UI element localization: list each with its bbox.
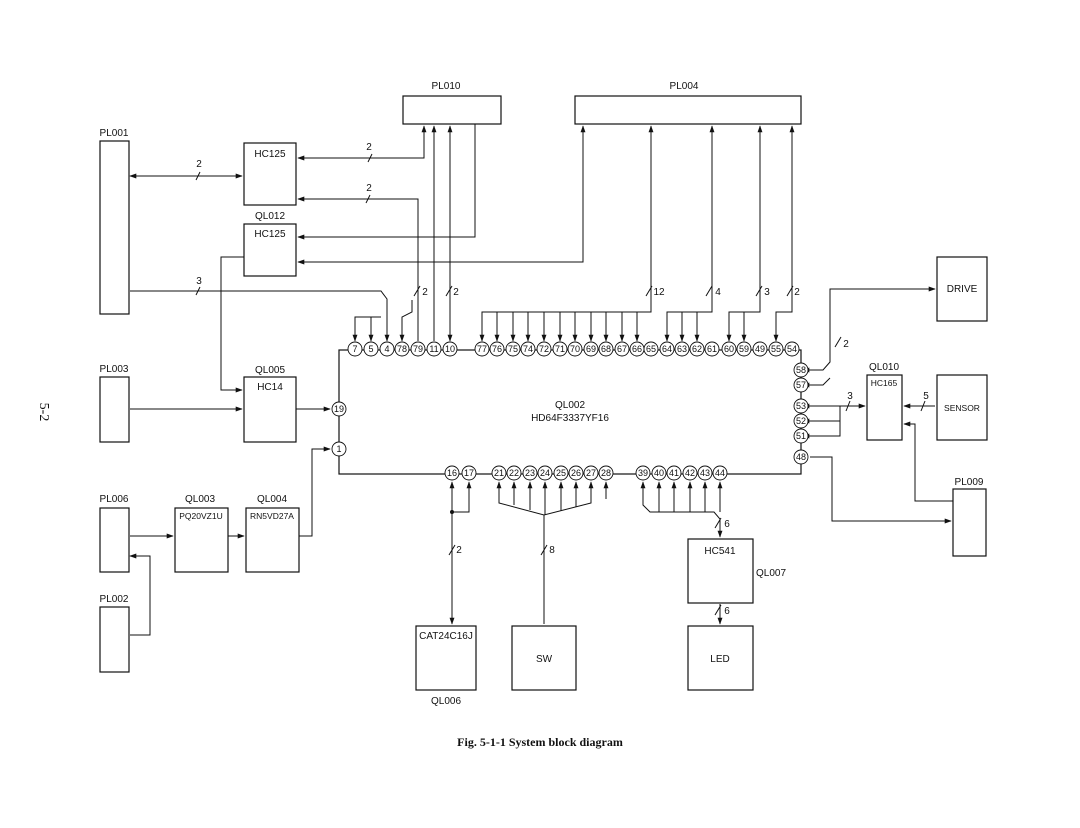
pin-number: 52 — [795, 416, 807, 427]
pin-number: 5 — [368, 344, 374, 355]
pin-number: 24 — [539, 468, 551, 479]
pin-number: 68 — [600, 344, 612, 355]
pin-number: 43 — [699, 468, 711, 479]
pin-number: 26 — [570, 468, 582, 479]
bus-width-label: 3 — [764, 287, 770, 298]
ql007-label: QL007 — [756, 568, 787, 579]
regulator-part: PQ20VZ1U — [179, 511, 223, 521]
pin-number: 39 — [637, 468, 649, 479]
pin-number: 55 — [770, 344, 782, 355]
pin-number: 76 — [491, 344, 503, 355]
hc125-bottom-label: HC125 — [254, 229, 286, 240]
pin-number: 40 — [653, 468, 665, 479]
pin-number: 65 — [645, 344, 657, 355]
pin-number: 60 — [723, 344, 735, 355]
led-label: LED — [710, 654, 730, 665]
pin-number: 27 — [585, 468, 597, 479]
pin-number: 58 — [795, 365, 807, 376]
pin-number: 74 — [522, 344, 534, 355]
pin-number: 79 — [412, 344, 424, 355]
pin-number: 77 — [476, 344, 488, 355]
bus-width-label: 2 — [422, 287, 428, 298]
reset-part: RN5VD27A — [250, 511, 294, 521]
pl010-label: PL010 — [431, 81, 461, 92]
pin-number: 16 — [446, 468, 458, 479]
pin-number: 75 — [507, 344, 519, 355]
pl003-label: PL003 — [99, 364, 129, 375]
pin-number: 21 — [493, 468, 505, 479]
bus-width-label: 4 — [715, 287, 721, 298]
sw-label: SW — [535, 654, 553, 665]
pin-number: 48 — [795, 452, 807, 463]
bus-width-label: 8 — [549, 545, 555, 556]
hc125-top-label: HC125 — [254, 149, 286, 160]
pin-number: 69 — [585, 344, 597, 355]
bus-width-label: 2 — [196, 159, 202, 170]
pin-number: 63 — [676, 344, 688, 355]
pin-number: 19 — [333, 404, 345, 415]
ql006-label: QL006 — [430, 696, 462, 707]
pin-number: 28 — [600, 468, 612, 479]
page-number: 5-2 — [36, 402, 51, 422]
ql012-label: QL012 — [254, 211, 286, 222]
pl004-connector — [575, 96, 801, 124]
hc14-label: HC14 — [257, 382, 283, 393]
pin-number: 25 — [555, 468, 567, 479]
pin-number: 44 — [714, 468, 726, 479]
pl006-connector — [100, 508, 129, 572]
hc541-label: HC541 — [704, 546, 736, 557]
pin-number: 51 — [795, 431, 807, 442]
figure-caption: Fig. 5-1-1 System block diagram — [457, 735, 623, 749]
pin-number: 42 — [684, 468, 696, 479]
pins-top — [348, 342, 799, 356]
pin-number: 49 — [754, 344, 766, 355]
ql005-label: QL005 — [254, 365, 286, 376]
pin-number: 4 — [384, 344, 390, 355]
pin-number: 11 — [429, 344, 439, 355]
bus-width-label: 2 — [453, 287, 459, 298]
pin-number: 61 — [706, 344, 718, 355]
bus-width-label: 2 — [366, 183, 372, 194]
pin-number: 67 — [616, 344, 628, 355]
hc165-label: HC165 — [870, 378, 898, 388]
pin-number: 59 — [738, 344, 750, 355]
bus-width-label: 2 — [366, 142, 372, 153]
pin-number: 72 — [538, 344, 550, 355]
pl001-connector — [100, 141, 129, 314]
ql004-label: QL004 — [256, 494, 288, 505]
pin-number: 1 — [336, 444, 342, 455]
pin-number: 57 — [795, 380, 807, 391]
pin-number: 54 — [786, 344, 798, 355]
pin-number: 71 — [554, 344, 566, 355]
ql002-main-chip — [339, 350, 801, 474]
ql002-ref: QL002 — [554, 400, 586, 411]
bus-width-label: 6 — [724, 519, 730, 530]
pl006-label: PL006 — [99, 494, 129, 505]
pl001-label: PL001 — [99, 128, 129, 139]
bus-width-label: 3 — [847, 391, 853, 402]
pin-number: 70 — [569, 344, 581, 355]
pin-number: 23 — [524, 468, 536, 479]
pin-number: 7 — [352, 344, 358, 355]
drive-label: DRIVE — [946, 284, 978, 295]
pin-number: 66 — [631, 344, 643, 355]
pin-number: 22 — [508, 468, 520, 479]
ql003-label: QL003 — [184, 494, 216, 505]
pin-number: 64 — [661, 344, 673, 355]
pin-number: 78 — [396, 344, 408, 355]
bus-width-label: 2 — [794, 287, 800, 298]
pl002-connector — [100, 607, 129, 672]
bus-width-label: 2 — [843, 339, 849, 350]
pin-number: 41 — [668, 468, 680, 479]
pin-number: 17 — [463, 468, 475, 479]
bus-width-label: 6 — [724, 606, 730, 617]
pl004-label: PL004 — [669, 81, 699, 92]
pl009-connector — [953, 489, 986, 556]
pin-number: 62 — [691, 344, 703, 355]
pl010-connector — [403, 96, 501, 124]
pin-number: 10 — [444, 344, 456, 355]
pin-number: 53 — [795, 401, 807, 412]
eeprom-label: CAT24C16J — [419, 631, 473, 642]
bus-width-label: 3 — [196, 276, 202, 287]
bus-width-label: 2 — [456, 545, 462, 556]
bus-width-label: 5 — [923, 391, 929, 402]
sensor-label: SENSOR — [944, 403, 980, 413]
ql010-label: QL010 — [868, 362, 900, 373]
pl003-connector — [100, 377, 129, 442]
bus-width-label: 12 — [653, 287, 665, 298]
pl009-label: PL009 — [954, 477, 984, 488]
pl002-label: PL002 — [99, 594, 129, 605]
ql002-part: HD64F3337YF16 — [531, 413, 609, 424]
